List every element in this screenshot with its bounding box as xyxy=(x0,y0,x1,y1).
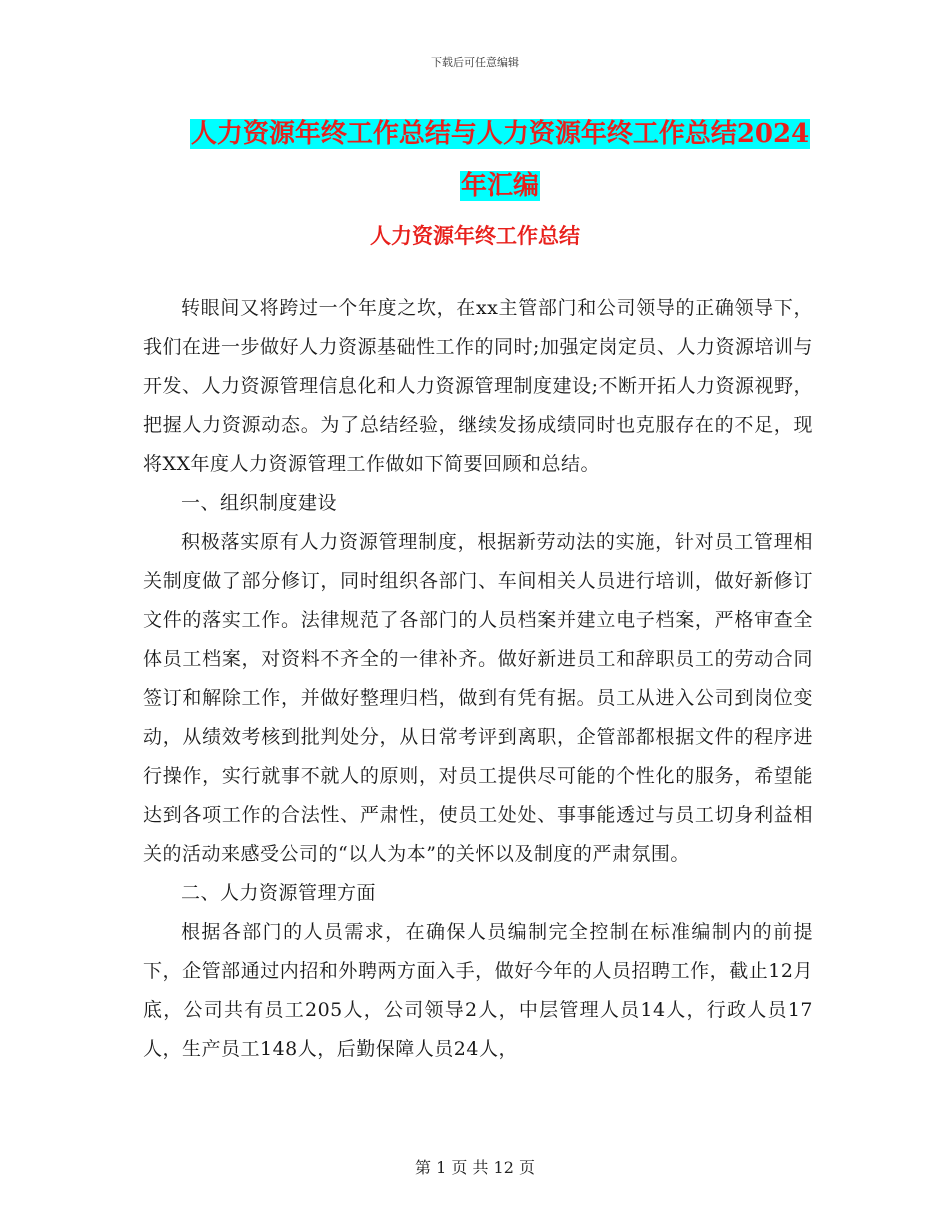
paragraph-organization: 积极落实原有人力资源管理制度，根据新劳动法的实施，针对员工管理相关制度做了部分修订，同时组织各部门、车间相关人员进行培训，做好新修订文件的落实工作。法律规范了各部门的人员档案并建立电子档案，严格审查全体员工档案，对资料不齐全的一律补齐。做好新进员工和辞职员工的劳动合同签订和解除工作，并做好整理归档，做到有凭有据。员工从进入公司到岗位变动，从绩效考核到批判处分，从日常考评到离职，企管部都根据文件的程序进行操作，实行就事不就人的原则，对员工提供尽可能的个性化的服务，希望能达到各项工作的合法性、严肃性，使员工处处、事事能透过与员工切身利益相关的活动来感受公司的“以人为本”的关怀以及制度的严肃氛围。 xyxy=(143,531,813,865)
heading-organization: 一、组织制度建设 xyxy=(181,492,338,514)
document-title-line2: 年汇编 xyxy=(460,171,539,201)
paragraph-hr-management: 根据各部门的人员需求，在确保人员编制完全控制在标准编制内的前提下，企管部通过内招和外聘两方面入手，做好今年的人员招聘工作，截止12月底，公司共有员工205人，公司领导2人，中层管理人员14人，行政人员17人，生产员工148人，后勤保障人员24人， xyxy=(143,921,813,1060)
document-body xyxy=(143,289,813,1069)
page-number: 第 1 页 共 12 页 xyxy=(415,1158,535,1177)
heading-hr-management: 二、人力资源管理方面 xyxy=(181,882,377,904)
paragraph-intro: 转眼间又将跨过一个年度之坎，在xx主管部门和公司领导的正确领导下，我们在进一步做好人力资源基础性工作的同时;加强定岗定员、人力资源培训与开发、人力资源管理信息化和人力资源管理制度建设;不断开拓人力资源视野，把握人力资源动态。为了总结经验，继续发扬成绩同时也克服存在的不足，现将XX年度人力资源管理工作做如下简要回顾和总结。 xyxy=(143,297,813,475)
document-title xyxy=(140,108,860,212)
document-title-line1: 人力资源年终工作总结与人力资源年终工作总结2024 xyxy=(190,119,810,149)
section-title: 人力资源年终工作总结 xyxy=(370,223,580,248)
header-note: 下载后可任意编辑 xyxy=(431,56,519,69)
